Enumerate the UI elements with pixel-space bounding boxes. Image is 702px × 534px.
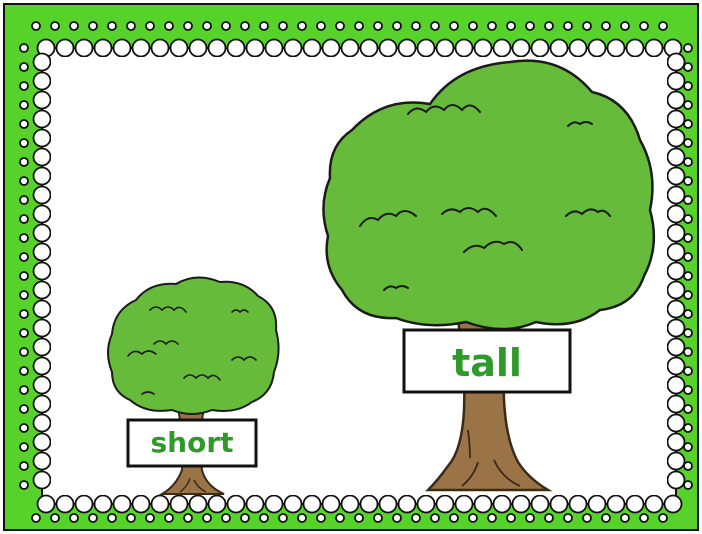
border-scallop <box>361 496 378 513</box>
border-scallop <box>494 40 511 57</box>
border-scallop <box>190 40 207 57</box>
border-scallop <box>668 263 685 280</box>
border-dot <box>684 120 692 128</box>
border-scallop <box>114 496 131 513</box>
border-scallop <box>57 496 74 513</box>
border-scallop <box>665 496 682 513</box>
border-scallop <box>34 339 51 356</box>
border-dot <box>488 22 496 30</box>
border-scallop <box>304 496 321 513</box>
border-dot <box>659 514 667 522</box>
border-scallop <box>399 496 416 513</box>
border-scallop <box>570 40 587 57</box>
border-dot <box>20 481 28 489</box>
border-dot <box>51 22 59 30</box>
border-scallop <box>456 496 473 513</box>
border-dot <box>545 22 553 30</box>
border-dot <box>621 22 629 30</box>
border-dot <box>355 22 363 30</box>
border-dot <box>279 514 287 522</box>
border-dot <box>412 22 420 30</box>
border-dot <box>684 386 692 394</box>
border-dot <box>393 514 401 522</box>
border-dot <box>684 82 692 90</box>
border-dot <box>260 514 268 522</box>
border-dot <box>241 514 249 522</box>
border-scallop <box>34 149 51 166</box>
border-scallop <box>668 339 685 356</box>
border-dot <box>20 82 28 90</box>
border-scallop <box>57 40 74 57</box>
border-scallop <box>513 40 530 57</box>
border-dot <box>32 514 40 522</box>
border-scallop <box>34 358 51 375</box>
border-dot <box>20 63 28 71</box>
border-dot <box>602 22 610 30</box>
border-dot <box>20 215 28 223</box>
border-scallop <box>95 40 112 57</box>
border-dot <box>684 310 692 318</box>
border-scallop <box>342 40 359 57</box>
border-scallop <box>589 496 606 513</box>
border-scallop <box>247 40 264 57</box>
border-dot <box>20 348 28 356</box>
border-scallop <box>76 40 93 57</box>
border-dot <box>20 272 28 280</box>
border-dot <box>241 22 249 30</box>
border-dot <box>165 22 173 30</box>
border-scallop <box>437 496 454 513</box>
border-dot <box>640 22 648 30</box>
border-dot <box>684 462 692 470</box>
border-scallop <box>532 496 549 513</box>
border-scallop <box>95 496 112 513</box>
border-scallop <box>627 496 644 513</box>
border-scallop <box>34 301 51 318</box>
border-scallop <box>627 40 644 57</box>
border-dot <box>684 405 692 413</box>
border-scallop <box>668 320 685 337</box>
border-scallop <box>171 40 188 57</box>
border-scallop <box>34 263 51 280</box>
border-dot <box>684 272 692 280</box>
border-dot <box>684 63 692 71</box>
border-dot <box>317 22 325 30</box>
border-dot <box>20 177 28 185</box>
border-dot <box>20 443 28 451</box>
border-dot <box>684 234 692 242</box>
border-scallop <box>34 111 51 128</box>
border-scallop <box>152 40 169 57</box>
border-dot <box>684 329 692 337</box>
border-dot <box>684 424 692 432</box>
border-dot <box>469 514 477 522</box>
border-scallop <box>668 54 685 71</box>
border-dot <box>203 22 211 30</box>
border-scallop <box>228 40 245 57</box>
border-scallop <box>475 40 492 57</box>
border-scallop <box>190 496 207 513</box>
border-dot <box>108 514 116 522</box>
border-dot <box>298 22 306 30</box>
border-dot <box>450 22 458 30</box>
border-scallop <box>551 40 568 57</box>
border-scallop <box>668 225 685 242</box>
border-scallop <box>437 40 454 57</box>
border-scallop <box>475 496 492 513</box>
border-scallop <box>133 40 150 57</box>
border-scallop <box>266 40 283 57</box>
border-scallop <box>668 301 685 318</box>
border-dot <box>507 514 515 522</box>
border-dot <box>621 514 629 522</box>
border-scallop <box>668 187 685 204</box>
border-dot <box>684 481 692 489</box>
border-dot <box>684 139 692 147</box>
border-dot <box>526 22 534 30</box>
border-scallop <box>608 40 625 57</box>
border-dot <box>32 22 40 30</box>
border-scallop <box>34 206 51 223</box>
border-dot <box>507 22 515 30</box>
border-dot <box>20 44 28 52</box>
border-dot <box>545 514 553 522</box>
border-dot <box>70 22 78 30</box>
border-dot <box>51 514 59 522</box>
border-dot <box>450 514 458 522</box>
border-dot <box>203 514 211 522</box>
border-scallop <box>34 434 51 451</box>
border-scallop <box>285 496 302 513</box>
border-scallop <box>668 244 685 261</box>
border-dot <box>222 514 230 522</box>
border-scallop <box>668 206 685 223</box>
border-scallop <box>228 496 245 513</box>
border-scallop <box>399 40 416 57</box>
border-scallop <box>171 496 188 513</box>
border-scallop <box>513 496 530 513</box>
border-scallop <box>304 40 321 57</box>
border-dot <box>564 22 572 30</box>
border-dot <box>469 22 477 30</box>
border-scallop <box>323 40 340 57</box>
border-dot <box>20 158 28 166</box>
border-dot <box>684 291 692 299</box>
border-dot <box>684 158 692 166</box>
border-scallop <box>668 377 685 394</box>
border-dot <box>488 514 496 522</box>
border-scallop <box>34 453 51 470</box>
border-dot <box>374 514 382 522</box>
border-scallop <box>418 40 435 57</box>
border-dot <box>20 329 28 337</box>
border-dot <box>684 348 692 356</box>
border-dot <box>684 101 692 109</box>
border-dot <box>20 139 28 147</box>
border-scallop <box>668 92 685 109</box>
border-dot <box>20 234 28 242</box>
border-scallop <box>668 282 685 299</box>
border-scallop <box>668 472 685 489</box>
border-scallop <box>456 40 473 57</box>
border-scallop <box>34 130 51 147</box>
border-dot <box>659 22 667 30</box>
border-scallop <box>342 496 359 513</box>
border-scallop <box>532 40 549 57</box>
border-scallop <box>668 111 685 128</box>
border-dot <box>684 44 692 52</box>
border-scallop <box>133 496 150 513</box>
border-scallop <box>209 496 226 513</box>
border-dot <box>431 514 439 522</box>
border-scallop <box>34 73 51 90</box>
border-scallop <box>668 130 685 147</box>
small-tree-label: short <box>150 426 234 459</box>
border-scallop <box>668 434 685 451</box>
border-scallop <box>418 496 435 513</box>
border-scallop <box>494 496 511 513</box>
border-scallop <box>114 40 131 57</box>
border-dot <box>127 22 135 30</box>
border-scallop <box>34 282 51 299</box>
border-dot <box>146 22 154 30</box>
border-dot <box>146 514 154 522</box>
border-dot <box>317 514 325 522</box>
border-dot <box>89 22 97 30</box>
border-scallop <box>34 415 51 432</box>
border-dot <box>684 196 692 204</box>
border-scallop <box>34 244 51 261</box>
border-scallop <box>323 496 340 513</box>
border-scallop <box>209 40 226 57</box>
border-dot <box>20 291 28 299</box>
border-scallop <box>570 496 587 513</box>
border-scallop <box>589 40 606 57</box>
border-dot <box>431 22 439 30</box>
border-scallop <box>551 496 568 513</box>
border-scallop <box>38 496 55 513</box>
border-dot <box>279 22 287 30</box>
border-scallop <box>34 168 51 185</box>
border-scallop <box>646 496 663 513</box>
border-scallop <box>380 496 397 513</box>
border-dot <box>336 22 344 30</box>
border-scallop <box>76 496 93 513</box>
border-dot <box>184 22 192 30</box>
border-dot <box>684 443 692 451</box>
border-scallop <box>668 415 685 432</box>
border-scallop <box>361 40 378 57</box>
border-dot <box>336 514 344 522</box>
border-dot <box>583 514 591 522</box>
border-dot <box>108 22 116 30</box>
border-dot <box>20 405 28 413</box>
border-dot <box>184 514 192 522</box>
border-dot <box>374 22 382 30</box>
border-scallop <box>152 496 169 513</box>
border-dot <box>355 514 363 522</box>
border-scallop <box>34 396 51 413</box>
border-scallop <box>34 187 51 204</box>
border-scallop <box>668 149 685 166</box>
border-scallop <box>646 40 663 57</box>
border-scallop <box>668 453 685 470</box>
border-dot <box>583 22 591 30</box>
border-dot <box>684 253 692 261</box>
border-scallop <box>266 496 283 513</box>
border-dot <box>20 196 28 204</box>
border-dot <box>564 514 572 522</box>
small-tree <box>108 277 279 494</box>
border-dot <box>20 120 28 128</box>
border-dot <box>165 514 173 522</box>
border-scallop <box>668 168 685 185</box>
border-dot <box>20 367 28 375</box>
border-dot <box>412 514 420 522</box>
border-scallop <box>668 396 685 413</box>
border-scallop <box>285 40 302 57</box>
border-dot <box>640 514 648 522</box>
border-dot <box>684 177 692 185</box>
border-dot <box>89 514 97 522</box>
border-dot <box>20 253 28 261</box>
border-dot <box>222 22 230 30</box>
border-dot <box>298 514 306 522</box>
border-scallop <box>34 92 51 109</box>
border-scallop <box>380 40 397 57</box>
border-scallop <box>34 225 51 242</box>
border-dot <box>20 462 28 470</box>
border-dot <box>127 514 135 522</box>
border-scallop <box>34 320 51 337</box>
border-scallop <box>34 377 51 394</box>
border-scallop <box>668 73 685 90</box>
big-tree-label: tall <box>452 341 522 385</box>
border-dot <box>70 514 78 522</box>
border-dot <box>20 101 28 109</box>
border-dot <box>20 386 28 394</box>
border-dot <box>602 514 610 522</box>
border-dot <box>684 215 692 223</box>
border-scallop <box>668 358 685 375</box>
border-scallop <box>34 54 51 71</box>
border-dot <box>684 367 692 375</box>
border-dot <box>20 310 28 318</box>
border-scallop <box>34 472 51 489</box>
border-dot <box>260 22 268 30</box>
border-dot <box>526 514 534 522</box>
border-dot <box>20 424 28 432</box>
border-scallop <box>608 496 625 513</box>
border-dot <box>393 22 401 30</box>
border-scallop <box>247 496 264 513</box>
